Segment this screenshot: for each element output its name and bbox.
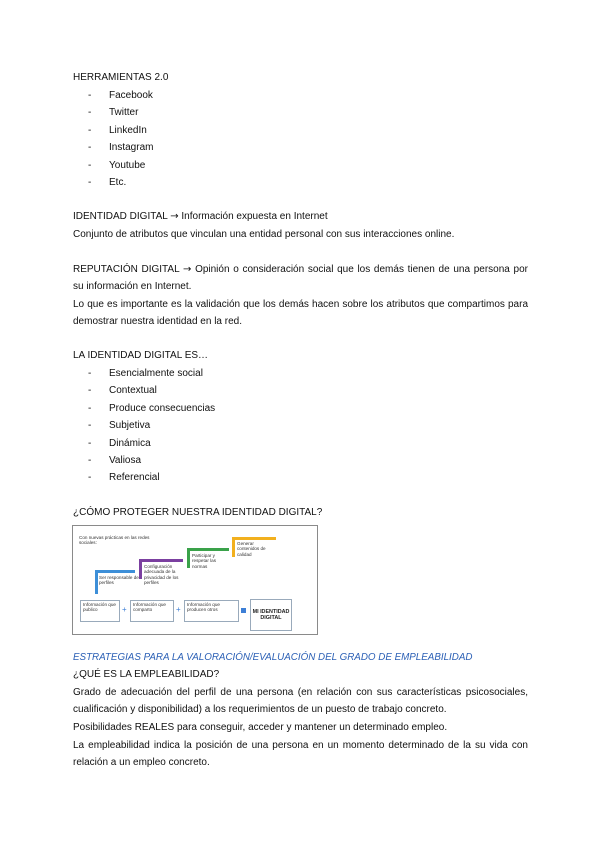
reputation-term: REPUTACIÓN DIGITAL: [73, 264, 180, 275]
right-arrow-icon: →: [170, 211, 179, 222]
list-item: - Valiosa: [88, 452, 215, 469]
employability-question: ¿QUÉ ES LA EMPLEABILIDAD?: [73, 669, 220, 680]
plus-icon: +: [176, 605, 181, 614]
list-item: - Instagram: [88, 139, 153, 156]
step-label-2: Configuración adecuada de la privacidad de los perfiles: [144, 564, 179, 586]
step-riser-4: [232, 537, 235, 557]
step-riser-3: [187, 548, 190, 568]
list-item: - Subjetiva: [88, 417, 215, 434]
tools-heading: HERRAMIENTAS 2.0: [73, 72, 169, 83]
diagram-intro: Con nuevas prácticas en las redes sociales:: [79, 535, 150, 546]
list-item: - LinkedIn: [88, 122, 153, 139]
tools-list: [88, 87, 153, 191]
list-item: - Referencial: [88, 469, 215, 486]
list-item: - Youtube: [88, 157, 153, 174]
identity-meaning: Información expuesta en Internet: [181, 211, 328, 222]
identity-diagram: [72, 525, 318, 635]
identity-description: Conjunto de atributos que vinculan una entidad personal con sus interacciones online.: [73, 229, 455, 240]
employability-position: La empleabilidad indica la posición de una persona en un momento determinado de la su vida con relación a un empleo concreto.: [73, 740, 528, 769]
box-info-published: Información que publico: [80, 600, 120, 622]
plus-icon: +: [122, 605, 127, 614]
list-item: - Dinámica: [88, 435, 215, 452]
reputation-meaning: Opinión o consideración social que los demás tienen de una persona por su información en Internet.: [73, 264, 528, 293]
protect-heading: ¿CÓMO PROTEGER NUESTRA IDENTIDAD DIGITAL?: [73, 507, 323, 518]
employability-possibilities: Posibilidades REALES para conseguir, acceder y mantener un determinado empleo.: [73, 722, 448, 733]
list-item: - Twitter: [88, 104, 153, 121]
step-label-1: Ser responsable de perfiles: [99, 575, 139, 586]
identity-traits-list: [88, 365, 215, 487]
reputation-paragraph: [73, 261, 528, 296]
step-bar-3: [187, 548, 229, 551]
list-item: - Contextual: [88, 382, 215, 399]
identity-is-heading: LA IDENTIDAD DIGITAL ES…: [73, 350, 209, 361]
box-info-shared: Información que comparto: [130, 600, 174, 622]
list-item: - Produce consecuencias: [88, 400, 215, 417]
step-bar-2: [139, 559, 183, 562]
right-arrow-icon: →: [182, 264, 192, 275]
equals-icon: [241, 608, 246, 613]
my-digital-identity-box: MI IDENTIDAD DIGITAL: [250, 599, 292, 631]
list-item: - Facebook: [88, 87, 153, 104]
employability-section-title: ESTRATEGIAS PARA LA VALORACIÓN/EVALUACIÓN DEL GRADO DE EMPLEABILIDAD: [73, 652, 473, 663]
employability-definition: Grado de adecuación del perfil de una persona (en relación con sus características psicosociales, cualificación y disponibilidad) a los requerimientos de un puesto de trabajo concreto.: [73, 687, 528, 716]
step-bar-1: [95, 570, 135, 573]
step-label-3: Participar y respetar las normas: [192, 553, 217, 569]
step-riser-2: [139, 559, 142, 579]
reputation-validation-paragraph: Lo que es importante es la validación que los demás hacen sobre los atributos que compartimos para demostrar nuestra identidad en la red.: [73, 299, 528, 328]
box-info-others: Información que producen otros: [184, 600, 239, 622]
identity-definition-line: [73, 208, 328, 225]
list-item: - Esencialmente social: [88, 365, 215, 382]
list-item: - Etc.: [88, 174, 153, 191]
identity-term: IDENTIDAD DIGITAL: [73, 211, 168, 222]
step-label-4: Generar contenidos de calidad: [237, 541, 266, 557]
step-bar-4: [232, 537, 276, 540]
step-riser-1: [95, 570, 98, 594]
